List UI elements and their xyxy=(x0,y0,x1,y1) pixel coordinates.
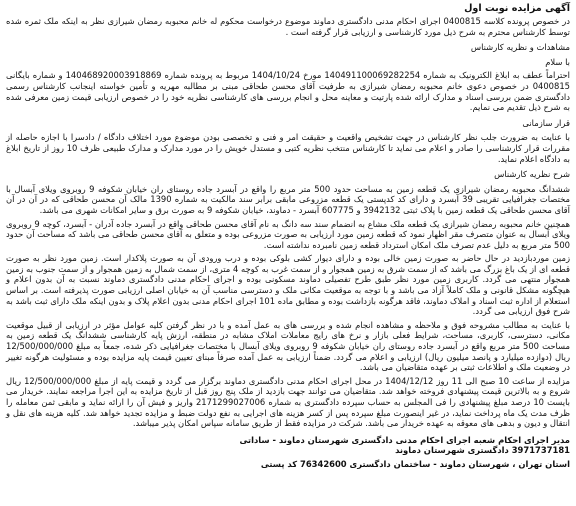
order-paragraph: با عنایت به ضرورت جلب نظر کارشناس در جهت تشخیص واقعیت و حقیقت امر و فنی و تخصصی بودن موضوع مورد اختلاف دادگاه / دادسرا با اجازه حاصله از مقررات قرار کارشناسی را صادر و اعلام می نماید تا کارشناس منتخب نظریه کتبی و مستدل خویش را در مورد مدارک و مدارک طبیعی ظرف 10 روز از تاریخ ابلاغ به دادگاه اعلام نماید. xyxy=(6,132,570,164)
occupancy-paragraph: همچنین خانم محبوبه رمضان شیرازی یک قطعه ملک مشاع به انضمام سند سه دانگ به نام آقای محسن طحاقی واقع در آبسرد جاده آدران - آبسرد، کوچه 9 روبروی ویلای آبسال به عنوان متصرف مقر اظهار نمود که قطعه زمین مورد ارزیابی به صورت مزروعی بوده و متعلق به آقای محسن طحاقی می باشد که مساحت آن حدود 500 متر مربع به دلیل عدم تصرف ملک امکان استرداد قطعه زمین نامبرده نداشته است. xyxy=(6,218,570,250)
intro-paragraph: در خصوص پرونده کلاسه 0400815 اجرای احکام مدنی دادگستری دماوند موضوع درخواست محکوم له خانم محبوبه رمضان شیرازی نظر به اینکه ملک ثمره شده توسط کارشناس محترم به شرح ذیل مورد کارشناسی و ارزیابی قرار گرفته است . xyxy=(6,16,570,37)
observations-heading: مشاهدات و نظریه کارشناس xyxy=(470,42,570,53)
office-line: 3971737181 دادگستری شهرستان دماوند xyxy=(395,445,570,456)
signature-line: مدیر اجرای احکام شعبه اجرای احکام مدنی دادگستری شهرستان دماوند - ساداتی xyxy=(239,434,570,445)
order-heading: قرار سازمانی xyxy=(522,117,570,128)
address-line: استان تهران ، شهرستان دماوند - ساختمان دادگستری 76342600 کد پستی xyxy=(260,458,570,469)
greeting: با سلام xyxy=(545,56,570,67)
site-description-paragraph: زمین موردبازدید در حال حاضر به صورت زمین خالی بوده و دارای دیوار کشی بلوکی بوده و درب ورودی آن به صورت پلاکدار است. زمین مورد نظر به صورت قطعه ای از یک باغ بزرگ می باشد که از سمت شرق به زمین همجوار و از سمت غرب به کوچه 4 متری، از سمت شمال به زمین همجوار و از سمت جنوب به زمین همجوار منتهی می گردد. کاربری زمین مورد نظر طبق طرح تفصیلی دماوند مسکونی بوده و اجرای احکام مدنی دادگستری دماوند نسبت به آن بدون اعلام و هیچگونه مشکل قانونی و ملک کاملاً آزاد می باشد و با توجه به موقعیت مکانی ملک و دسترسی مناسب آن به خیابان اصلی ارزیابی صورت پذیرفته است. بر اساس استعلام از اداره ثبت اسناد و املاک دماوند، فاقد هرگونه بازداشت بوده و مطابق ماده 101 اجرای احکام مدنی بدون اعلام پلاک و بدون اینکه ملک دارای ثبت باشد به شرح فوق ارزیابی می گردد. xyxy=(6,253,570,317)
notice-title: آگهی مزایده نوبت اول xyxy=(464,3,570,14)
property-description-paragraph: ششدانگ محبوبه رمضان شیرازی یک قطعه زمین به مساحت حدود 500 متر مربع را واقع در آبسرد جاده روستای ران خیابان شکوفه 9 روبروی ویلای آبسال با مختصات جغرافیایی تقریبی 39 آبسرد و دارای کد کدپستی یک قطعه مزروعی مابقی برابر سند مالکیت به شماره 1390 مالک آن محسن طحاقی که در آن در آن آقای محسن طحاقی یک قطعه زمین با پلاک ثبتی 3942132 و 607775 آبسرد - دماوند، خیابان شکوفه 9 به صورت برق و سایر امکانات شهری می باشد. xyxy=(6,183,570,215)
valuation-paragraph: با عنایت به مطالب مشروحه فوق و ملاحظه و مشاهده انجام شده و بررسی های به عمل آمده و با در نظر گرفتن کلیه عوامل مؤثر در ارزیابی از قبیل موقعیت مکانی، دسترسی، کاربری، مساحت، شرایط فعلی بازار و نرخ های رایج معاملات املاک مشابه در منطقه، ارزش پایه کارشناسی ششدانگ یک قطعه زمین به مساحت 500 متر مربع واقع در آبسرد جاده روستای ران خیابان شکوفه 9 روبروی ویلای آبسال با مختصات جغرافیایی ذکر شده، جمعاً به مبلغ 12/500/000/000 ریال (دوازده میلیارد و پانصد میلیون ریال) ارزیابی و اعلام می گردد. ضمناً ارزیابی به عمل آمده صرفاً مبنای تعیین قیمت پایه مزایده بوده و مسئولیت هرگونه تغییر در وضعیت ملک و اطلاعات ثبتی بر عهده متقاضیان می باشد. xyxy=(6,319,570,373)
reference-paragraph: احتراماً عطف به ابلاغ الکترونیک به شماره 140491100069282254 مورخ 1404/10/24 مربوط به پرونده شماره 140468920003918869 و شماره بایگانی 0400815 در خصوص دعوی خانم محبوبه رمضان شیرازی به طرفیت آقای محسن طحاقی مبنی بر مطالبه مهریه و تأمین خواسته اینجانب کارشناس رسمی دادگستری ضمن بررسی اسناد و مدارک ارائه شده پارتیت و معاینه محل و انجام بررسی های کارشناسی نظریه خود را در خصوص ارزیابی قیمت زمین معرفی شده به شرح ذیل تقدیم می نمایم. xyxy=(6,70,570,113)
expert-opinion-heading: شرح نظریه کارشناس xyxy=(494,169,570,180)
auction-terms-paragraph: مزایده از ساعت 10 صبح الی 11 روز 1404/12/12 در محل اجرای احکام مدنی دادگستری دماوند برگزار می گردد و قیمت پایه از مبلغ 12/500/000/000 ریال شروع و به بالاترین قیمت پیشنهادی فروخته خواهد شد. متقاضیان می توانند جهت بازدید از ملک پنج روز قبل از تاریخ مزایده به این اجرا مراجعه نمایند. خریدار می بایست 10 درصد مبلغ پیشنهادی را فی المجلس به حساب سپرده دادگستری به شماره 2171299027006 واریز و فیش آن را ارائه نماید و مابقی ثمن معامله را ظرف مدت یک ماه پرداخت نماید، در غیر اینصورت مبلغ سپرده پس از کسر هزینه های اجرایی به نفع دولت ضبط و مزایده تجدید خواهد شد. کلیه هزینه های نقل و انتقال و دیون و بدهی های معوقه به عهده خریدار می باشد. شرکت در مزایده فقط از طریق سامانه سپاس امکان پذیر میباشد. xyxy=(6,375,570,429)
